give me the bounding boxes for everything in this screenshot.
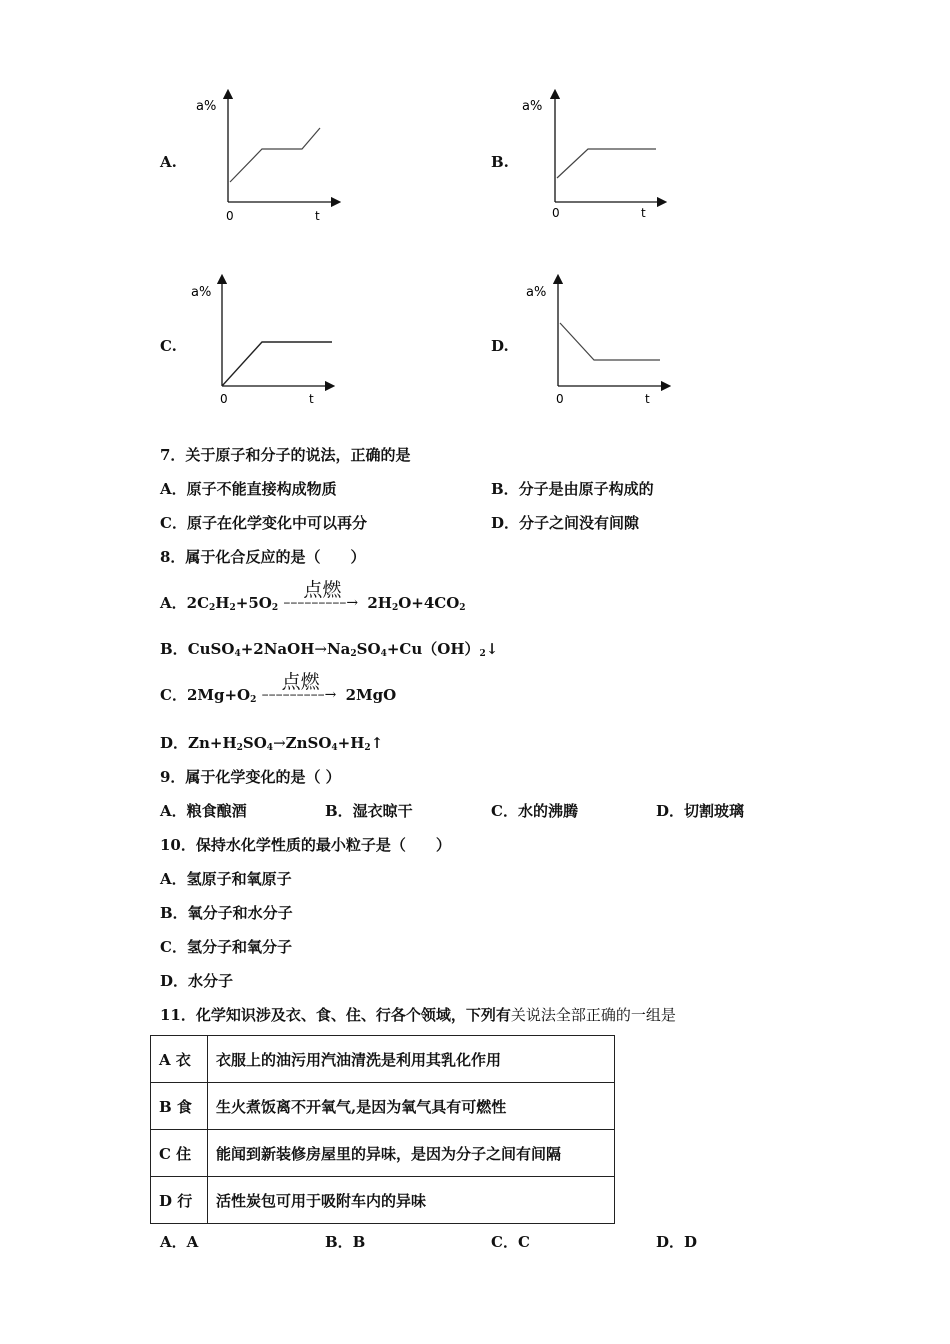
graph-d (526, 279, 666, 406)
q8-option-a-arrow: 点燃 –––––––––→ (283, 595, 367, 613)
graph-option-b-label: B. (491, 153, 509, 171)
q11-stem-bold: 11．化学知识涉及衣、食、住、行各个领域，下列有 (160, 1006, 511, 1024)
q9-stem: 9．属于化学变化的是（ ） (160, 768, 341, 786)
q8-stem: 8．属于化合反应的是（ ） (160, 548, 366, 566)
q11-option-b[interactable]: B．B (325, 1233, 366, 1251)
q9-option-d[interactable]: D．切割玻璃 (656, 802, 745, 820)
graph-a-origin: 0 (226, 209, 234, 223)
q11-stem-thin: 关说法全部正确的一组是 (510, 1006, 676, 1024)
q8-option-d-prefix: D． (160, 734, 189, 752)
table-row (151, 1083, 615, 1130)
graph-b-origin: 0 (552, 206, 560, 220)
q8-option-b[interactable]: B．$CuSO_4+2NaOH\to Na_2SO_4+Cu(OH)_2↓$ (160, 640, 499, 659)
graph-b (522, 94, 662, 220)
q11-row-d-key: D 行 (151, 1177, 208, 1224)
q8-option-c-arrow: 点燃 –––––––––→ (262, 687, 346, 705)
q8-option-c[interactable]: C．$2Mg+O_2$ 点燃 –––––––––→ 2MgO (160, 684, 396, 705)
q11-row-b-key: B 食 (151, 1083, 208, 1130)
q11-option-c[interactable]: C．C (491, 1233, 530, 1251)
q11-row-a-key: A 衣 (151, 1036, 208, 1083)
q7-option-d[interactable]: D．分子之间没有间隙 (491, 514, 640, 532)
graph-d-xlabel: t (645, 392, 650, 406)
q11-row-b-text: 生火煮饭离不开氧气,是因为氧气具有可燃性 (208, 1083, 615, 1130)
q8-option-d[interactable]: D．$Zn+H_2SO_4\to ZnSO_4+H_2↑$ (160, 734, 384, 753)
table-row (151, 1177, 615, 1224)
q8-option-a-condition: 点燃 (303, 579, 342, 601)
graph-a-xlabel: t (315, 209, 320, 223)
q9-option-c[interactable]: C．水的沸腾 (491, 802, 578, 820)
graph-b-ylabel: a% (522, 99, 543, 114)
graph-c (191, 279, 332, 406)
q11-row-d-text: 活性炭包可用于吸附车内的异味 (208, 1177, 615, 1224)
graph-option-c-label: C. (160, 337, 177, 355)
q10-option-d[interactable]: D．水分子 (160, 972, 234, 990)
graph-d-origin: 0 (556, 392, 564, 406)
graph-c-xlabel: t (309, 392, 314, 406)
q7-option-b[interactable]: B．分子是由原子构成的 (491, 480, 654, 498)
q7-option-a[interactable]: A．原子不能直接构成物质 (160, 480, 337, 498)
graph-c-curve (222, 342, 332, 386)
graph-c-origin: 0 (220, 392, 228, 406)
graph-b-curve (557, 149, 656, 178)
q7-option-c[interactable]: C．原子在化学变化中可以再分 (160, 514, 367, 532)
q8-option-c-prefix: C． (160, 686, 187, 704)
graph-option-a-label: A. (160, 153, 177, 171)
table-row (151, 1036, 615, 1083)
q7-stem: 7．关于原子和分子的说法，正确的是 (160, 446, 411, 464)
q10-option-a[interactable]: A．氢原子和氧原子 (160, 870, 292, 888)
q11-row-a-text: 衣服上的油污用汽油清洗是利用其乳化作用 (208, 1036, 615, 1083)
q8-option-b-prefix: B． (160, 640, 188, 658)
graph-d-ylabel: a% (526, 285, 547, 300)
q8-option-c-condition: 点燃 (281, 671, 320, 693)
q11-option-d[interactable]: D．D (656, 1233, 698, 1251)
graph-a-ylabel: a% (196, 99, 217, 114)
q9-option-b[interactable]: B．湿衣晾干 (325, 802, 413, 820)
q11-stem (160, 1004, 676, 1025)
graph-a (196, 94, 336, 223)
graph-option-d-label: D. (491, 337, 509, 355)
graph-c-ylabel: a% (191, 285, 212, 300)
graphs-svg (0, 0, 950, 420)
q11-row-c-text: 能闻到新装修房屋里的异味，是因为分子之间有间隔 (208, 1130, 615, 1177)
q9-option-a[interactable]: A．粮食酿酒 (160, 802, 247, 820)
q8-option-a-prefix: A． (160, 594, 187, 612)
graph-b-xlabel: t (641, 206, 646, 220)
q11-option-a[interactable]: A．A (160, 1233, 199, 1251)
q8-option-a[interactable]: A．$2C_2H_2+5O_2$ 点燃 –––––––––→ $2H_2O+4CO_2$ (160, 592, 466, 613)
table-row (151, 1130, 615, 1177)
graph-a-curve (230, 128, 320, 182)
q11-table (150, 1035, 615, 1224)
graph-d-curve (560, 323, 660, 360)
q10-stem: 10．保持水化学性质的最小粒子是（ ） (160, 836, 451, 854)
q10-option-c[interactable]: C．氢分子和氧分子 (160, 938, 292, 956)
q11-row-c-key: C 住 (151, 1130, 208, 1177)
q10-option-b[interactable]: B．氧分子和水分子 (160, 904, 293, 922)
